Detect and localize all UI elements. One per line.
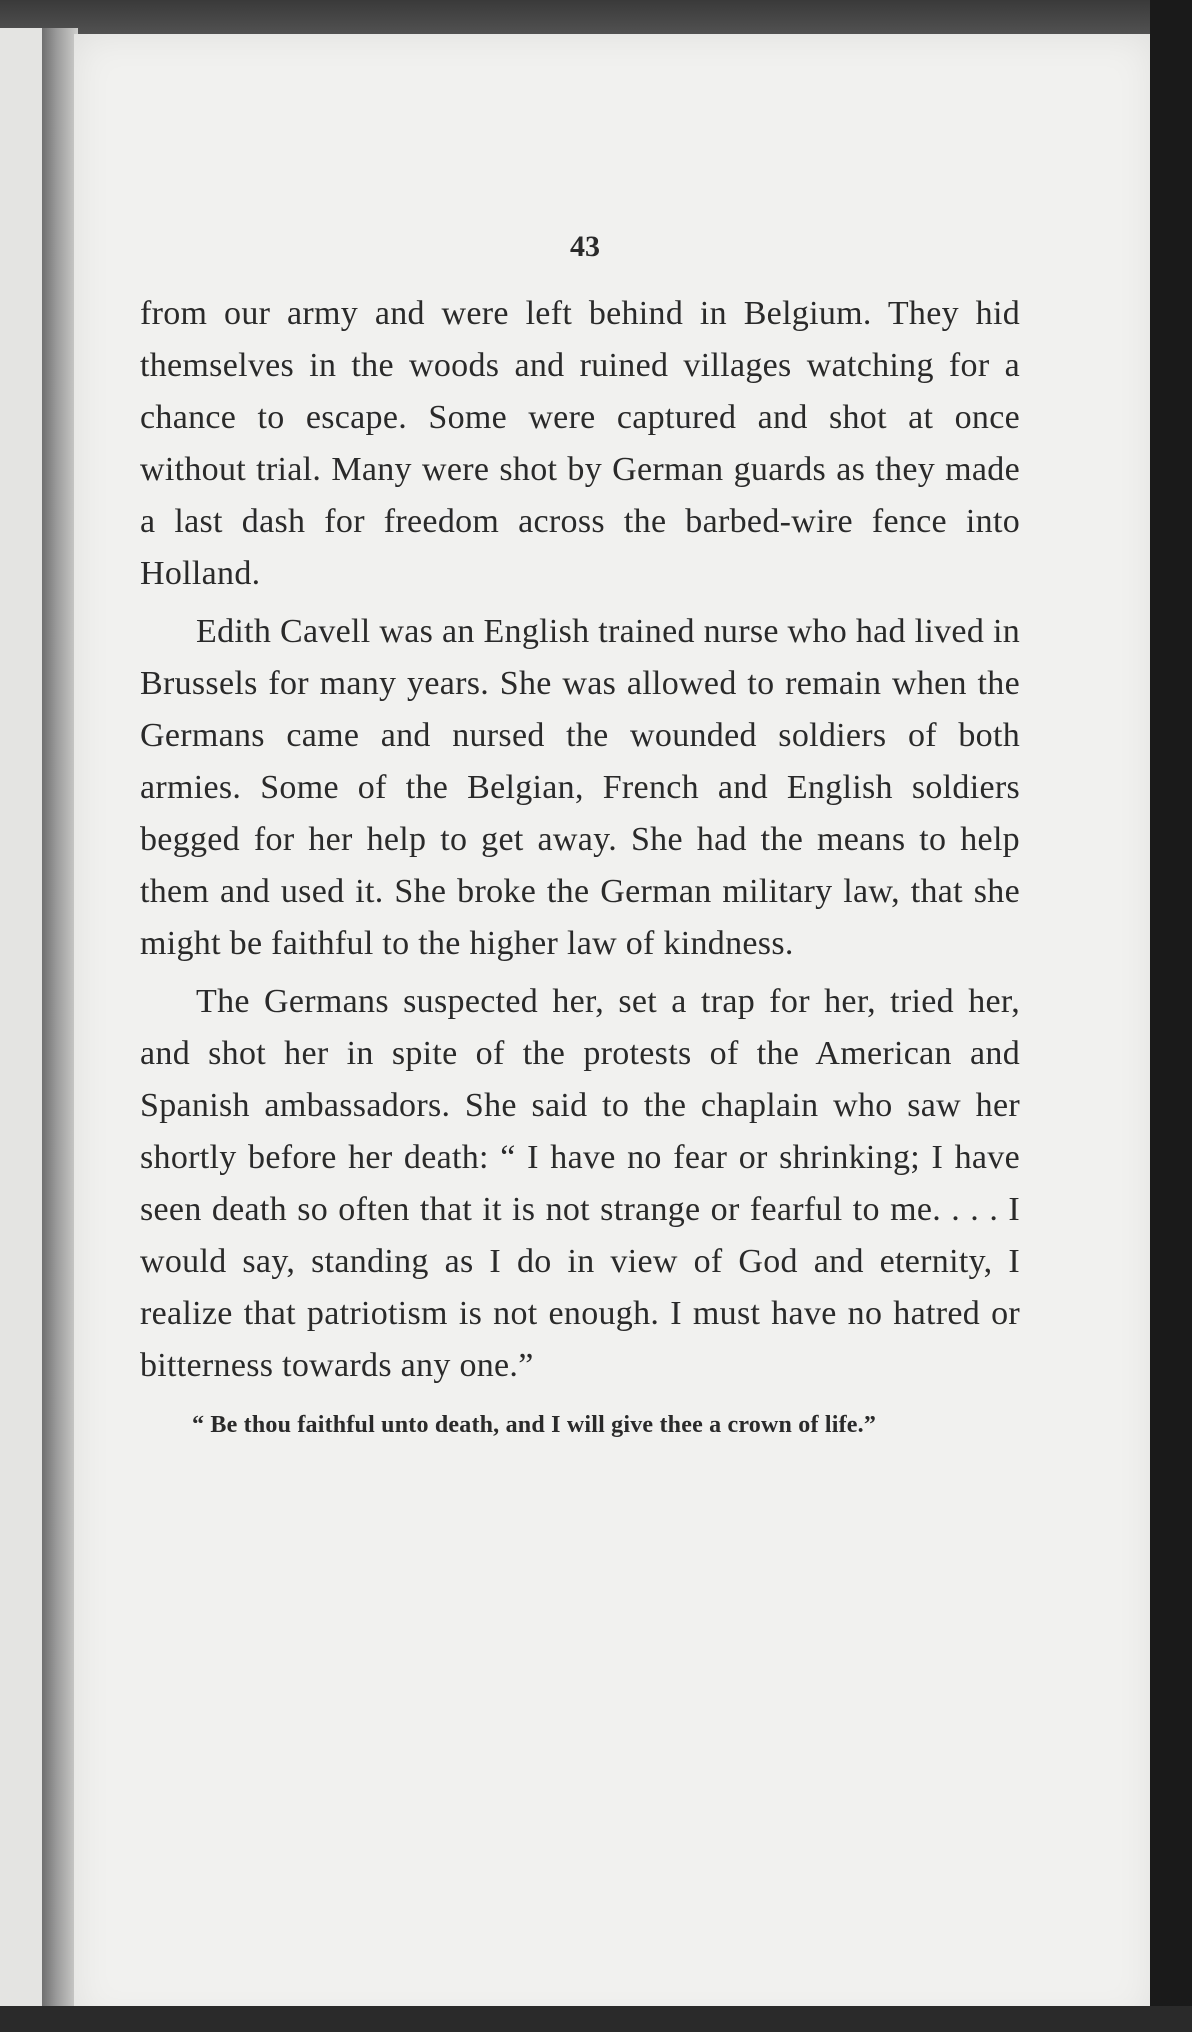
page-number: 43 [570,230,600,263]
book-gutter [42,28,78,2008]
scan-right-border [1150,0,1192,2032]
page-text-block [140,230,1020,1464]
closing-quotation: “ Be thou faithful unto death, and I will give thee a crown of life.” [192,1412,877,1438]
paragraph-2: Edith Cavell was an English trained nurse who had lived in Brussels for many years. She was allowed to remain when the Germans came and nursed the wounded soldiers of both armies. Some of the Belgian, French and English soldiers begged for her help to get away. She had the means to help them and used it. She broke the German military law, that she might be faithful to the higher law of kindness. [140,613,1020,962]
paragraph-1: from our army and were left behind in Belgium. They hid themselves in the woods and ruined villages watching for a chance to escape. Some were captured and shot at once without trial. Many were shot by German guards as they made a last dash for freedom across the barbed-wire fence into Holland. [140,295,1020,592]
scan-bottom-border [0,2006,1192,2032]
paragraph-3: The Germans suspected her, set a trap for her, tried her, and shot her in spite of the protests of the American and Spanish ambassadors. She said to the chaplain who saw her shortly before her death: “ I have no fear or shrinking; I have seen death so often that it is not strange or fearful to me. . . . I would say, standing as I do in view of God and eternity, I realize that patriotism is not enough. I must have no hatred or bitterness towards any one.” [140,983,1020,1384]
